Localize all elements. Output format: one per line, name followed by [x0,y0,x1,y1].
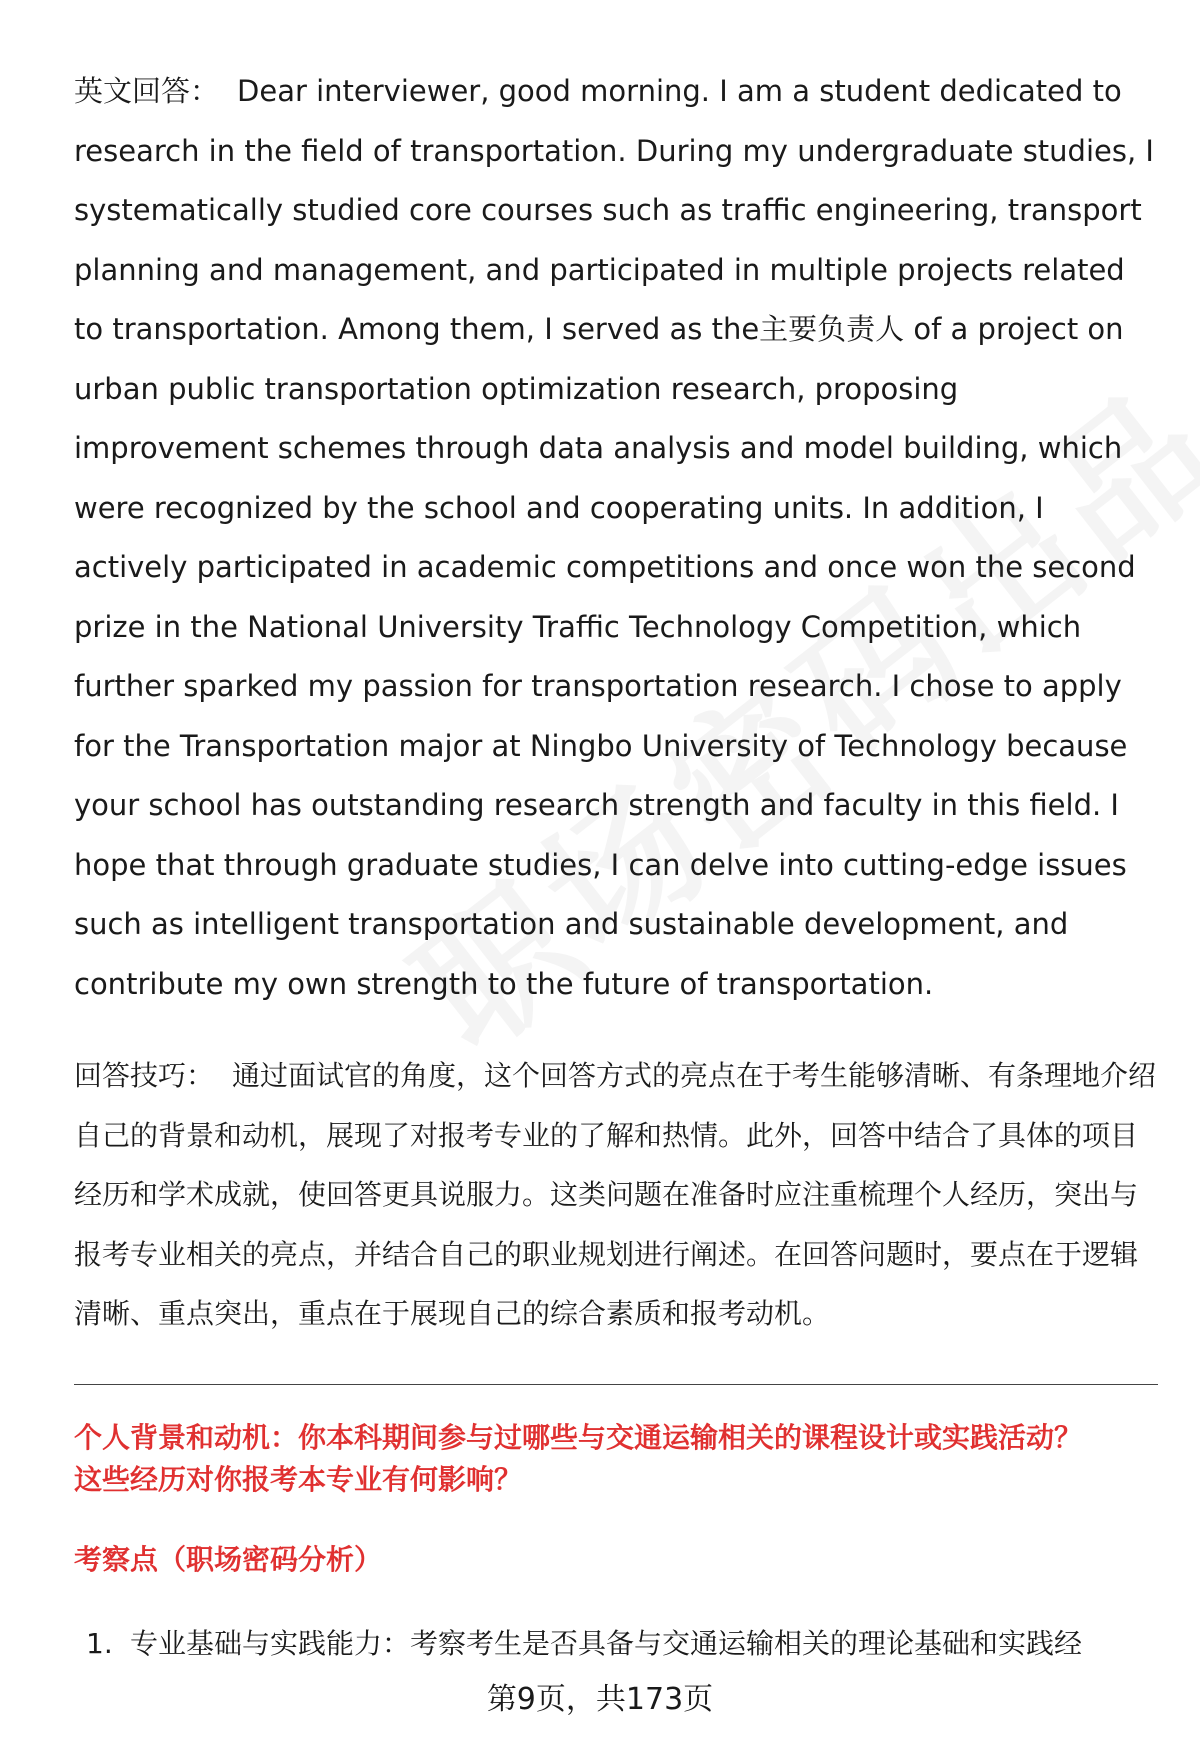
question-line-2: 这些经历对你报考本专业有何影响？ [74,1462,523,1496]
question-heading [74,1417,1158,1501]
assessment-points-list [74,1623,1158,1665]
answer-tips-text: 通过面试官的角度，这个回答方式的亮点在于考生能够清晰、有条理地介绍自己的背景和动机，展现了对报考专业的了解和热情。此外，回答中结合了具体的项目经历和学术成就，使回答更具说服力。这类问题在准备时应注重梳理个人经历，突出与报考专业相关的亮点，并结合自己的职业规划进行阐述。在回答问题时，要点在于逻辑清晰、重点突出，重点在于展现自己的综合素质和报考动机。 [74,1059,1157,1330]
list-item-number: 1. [86,1626,113,1660]
answer-tips-label: 回答技巧： [74,1059,215,1092]
answer-tips-paragraph [74,1046,1158,1344]
list-item [74,1623,1158,1665]
section-divider [74,1384,1158,1385]
question-line-1: 个人背景和动机：你本科期间参与过哪些与交通运输相关的课程设计或实践活动？ [74,1420,1083,1454]
english-answer-text: Dear interviewer, good morning. I am a student dedicated to research in the field of transportation. During my undergraduate studies, I systematically studied core courses such as traffic engineering, transport planning and management, and participated in multiple projects related to transportation. Among them, I served as the主要负责人 of a project on urban public transportation optimization research, proposing improvement schemes through data analysis and model building, which were recognized by the school and cooperating units. In addition, I actively participated in academic competitions and once won the second prize in the National University Traffic Technology Competition, which further sparked my passion for transportation research. I chose to apply for the Transportation major at Ningbo University of Technology because your school has outstanding research strength and faculty in this field. I hope that through graduate studies, I can delve into cutting-edge issues such as intelligent transportation and sustainable development, and contribute my own strength to the future of transportation. [74,74,1154,1001]
document-page [74,62,1158,1665]
list-item-text: 专业基础与实践能力：考察考生是否具备与交通运输相关的理论基础和实践经 [130,1626,1083,1660]
english-answer-paragraph [74,62,1158,1014]
english-answer-label: 英文回答： [74,74,220,108]
assessment-points-title: 考察点（职场密码分析） [74,1542,383,1576]
page-footer: 第9页，共173页 [486,1682,714,1717]
